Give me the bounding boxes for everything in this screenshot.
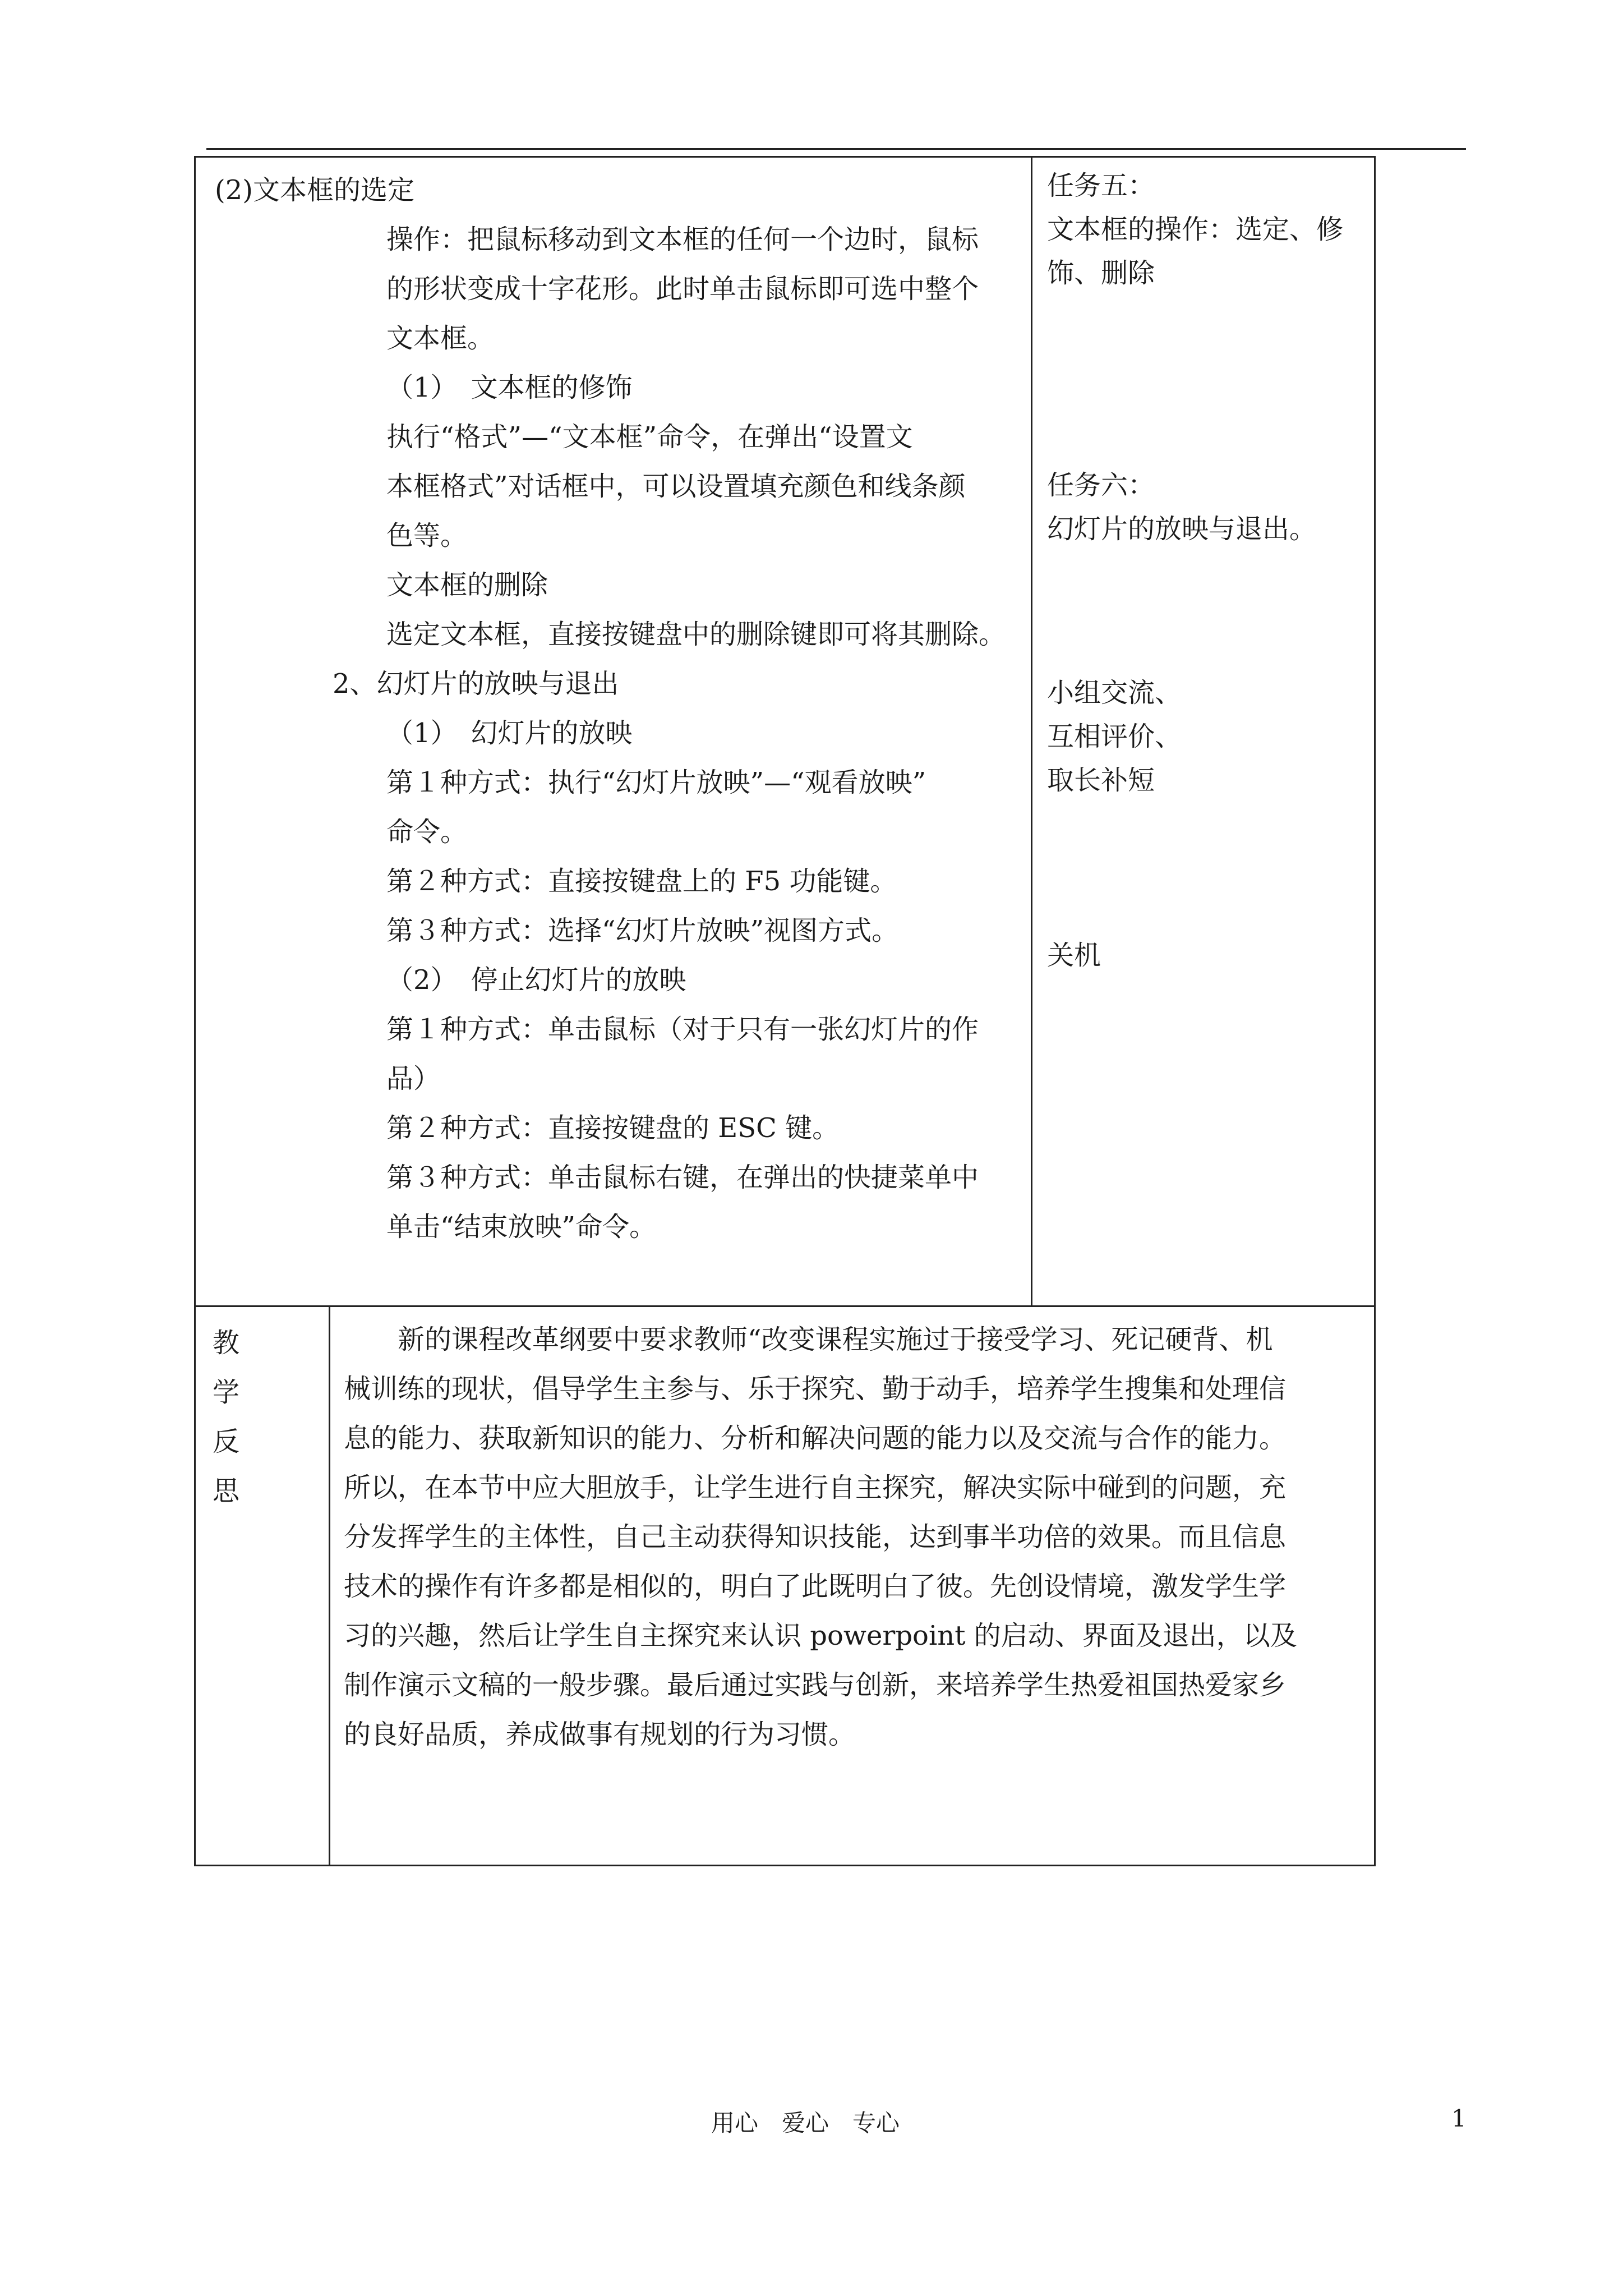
reflection-label-char: 教 xyxy=(213,1327,240,1359)
reflection-line: 新的课程改革纲要中要求教师“改变课程实施过于接受学习、死记硬背、机 xyxy=(344,1324,1273,1355)
lesson-subheading: （1） 幻灯片的放映 xyxy=(386,717,633,749)
group-activity: 小组交流、 xyxy=(1047,677,1182,708)
lesson-line: 第３种方式：单击鼠标右键，在弹出的快捷菜单中 xyxy=(386,1162,979,1193)
lesson-line: 品） xyxy=(386,1063,441,1094)
reflection-label-char: 反 xyxy=(213,1426,240,1457)
lesson-line: 命令。 xyxy=(386,816,468,848)
lesson-heading: 2、幻灯片的放映与退出 xyxy=(333,668,619,700)
shutdown-step: 关机 xyxy=(1047,940,1101,971)
reflection-line: 分发挥学生的主体性，自己主动获得知识技能，达到事半功倍的效果。而且信息 xyxy=(344,1521,1287,1553)
lesson-line: 第２种方式：直接按键盘上的 F5 功能键。 xyxy=(386,866,897,897)
page-number: 1 xyxy=(1451,2105,1467,2132)
lesson-line: 色等。 xyxy=(386,520,468,551)
lesson-plan-table xyxy=(194,156,1376,1866)
reflection-label-char: 学 xyxy=(213,1377,240,1408)
lesson-line: 选定文本框，直接按键盘中的删除键即可将其删除。 xyxy=(386,619,1006,650)
task6-title: 任务六： xyxy=(1047,470,1155,501)
lesson-line: 第３种方式：选择“幻灯片放映”视图方式。 xyxy=(386,915,899,946)
group-activity: 互相评价、 xyxy=(1047,721,1182,752)
group-activity: 取长补短 xyxy=(1047,765,1155,796)
task5-desc: 饰、删除 xyxy=(1047,257,1155,289)
task5-desc: 文本框的操作：选定、修 xyxy=(1047,214,1344,245)
lesson-line: 文本框。 xyxy=(386,323,495,354)
lesson-line: 第１种方式：单击鼠标（对于只有一张幻灯片的作 xyxy=(386,1014,979,1045)
footer-motto: 用心 爱心 专心 xyxy=(711,2109,900,2137)
lesson-line: 本框格式”对话框中，可以设置填充颜色和线条颜 xyxy=(386,471,966,502)
task5-title: 任务五： xyxy=(1047,170,1155,201)
reflection-line: 所以，在本节中应大胆放手，让学生进行自主探究，解决实际中碰到的问题，充 xyxy=(344,1472,1287,1503)
lesson-row xyxy=(195,157,1375,1306)
tasks-cell xyxy=(1032,157,1375,1306)
lesson-line: 执行“格式”—“文本框”命令，在弹出“设置文 xyxy=(386,421,913,453)
reflection-line: 制作演示文稿的一般步骤。最后通过实践与创新，来培养学生热爱祖国热爱家乡 xyxy=(344,1669,1287,1701)
lesson-line: 单击“结束放映”命令。 xyxy=(386,1211,657,1243)
lesson-line: 操作：把鼠标移动到文本框的任何一个边时，鼠标 xyxy=(386,224,979,255)
reflection-row xyxy=(195,1306,1375,1866)
header-rule xyxy=(206,148,1466,150)
lesson-content-cell xyxy=(195,157,1032,1306)
reflection-line: 的良好品质，养成做事有规划的行为习惯。 xyxy=(344,1719,856,1750)
lesson-subheading: （1） 文本框的修饰 xyxy=(386,372,633,403)
reflection-line: 习的兴趣，然后让学生自主探究来认识 powerpoint 的启动、界面及退出，以及 xyxy=(344,1620,1297,1651)
task6-desc: 幻灯片的放映与退出。 xyxy=(1047,513,1317,545)
reflection-line: 技术的操作有许多都是相似的，明白了此既明白了彼。先创设情境，激发学生学 xyxy=(344,1571,1287,1602)
lesson-line: 的形状变成十字花形。此时单击鼠标即可选中整个 xyxy=(386,273,979,305)
reflection-line: 息的能力、获取新知识的能力、分析和解决问题的能力以及交流与合作的能力。 xyxy=(344,1423,1287,1454)
reflection-label-char: 思 xyxy=(213,1475,240,1507)
reflection-body-cell xyxy=(330,1306,1375,1866)
lesson-subheading: 文本框的删除 xyxy=(386,569,548,601)
reflection-label xyxy=(213,1318,246,1516)
lesson-line: 第１种方式：执行“幻灯片放映”—“观看放映” xyxy=(386,767,926,798)
reflection-line: 械训练的现状，倡导学生主参与、乐于探究、勤于动手，培养学生搜集和处理信 xyxy=(344,1373,1287,1405)
lesson-subheading: （2） 停止幻灯片的放映 xyxy=(386,964,686,996)
lesson-line: (2)文本框的选定 xyxy=(215,174,414,206)
lesson-line: 第２种方式：直接按键盘的 ESC 键。 xyxy=(386,1112,840,1144)
reflection-label-cell xyxy=(195,1306,330,1866)
